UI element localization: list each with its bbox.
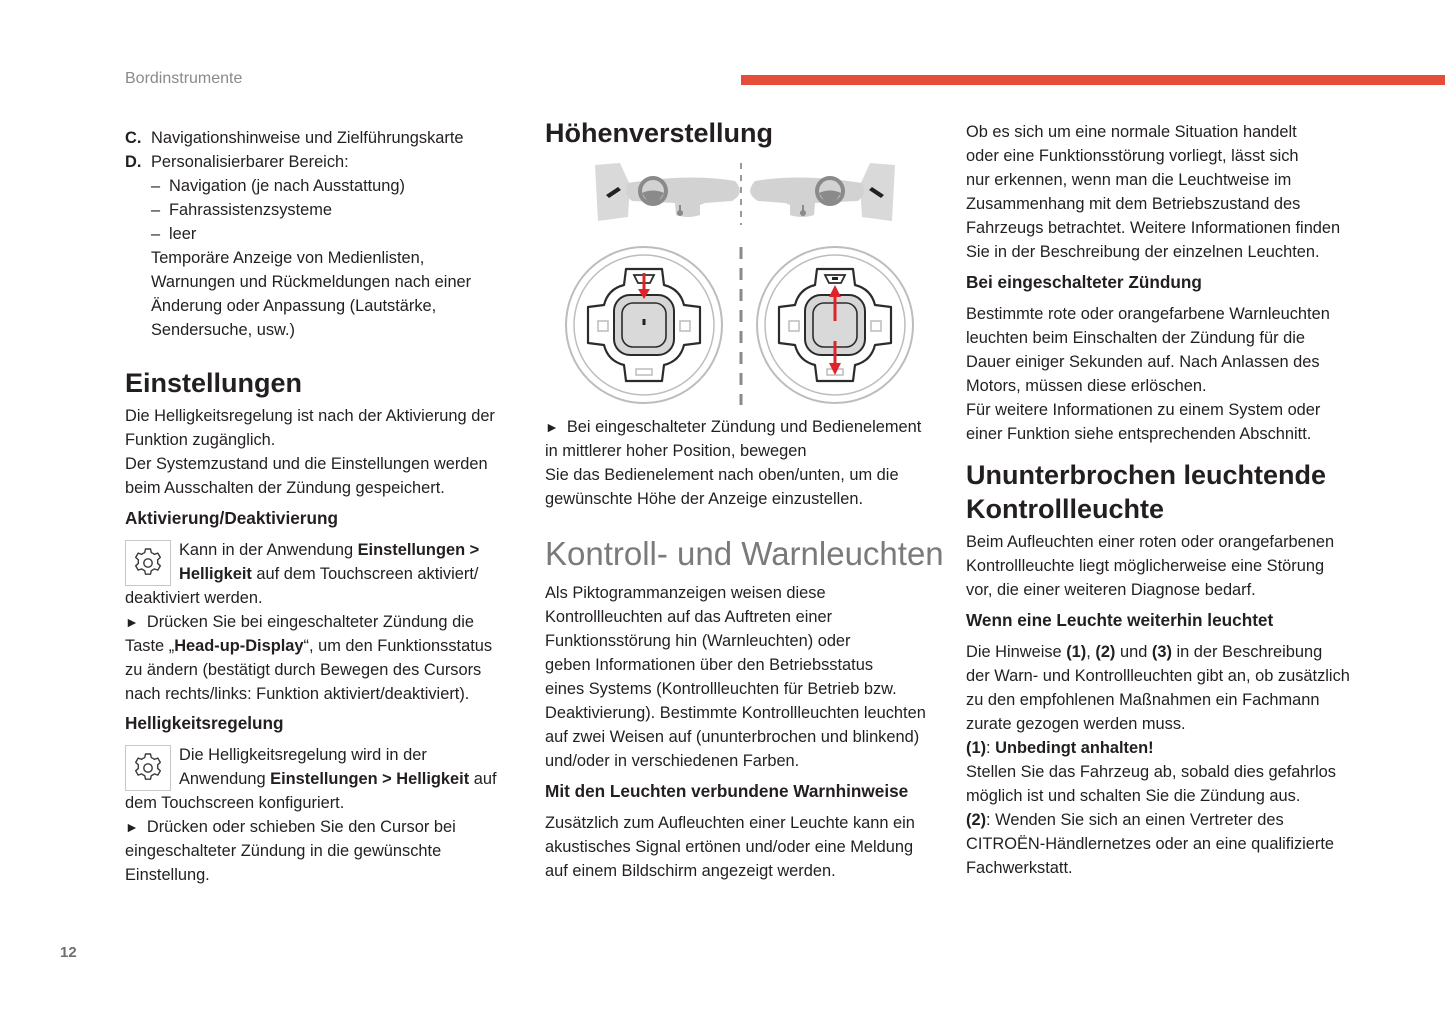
ignition-heading: Bei eingeschalteter Zündung [966,272,1202,292]
accent-rule [741,75,1445,85]
ignition-para [966,302,1366,446]
temp-line: Warnungen und Rückmeldungen nach einer [151,273,472,291]
temp-line: Sendersuche, usw.) [151,321,295,339]
height-para [545,415,945,511]
activation-line: Kann in der Anwendung Einstellungen > [179,541,480,559]
steady-para [966,530,1366,602]
text-line: Ob es sich um eine normale Situation handelt [966,123,1297,141]
brightness-bullet: ► Drücken oder schieben Sie den Cursor bei [125,818,456,836]
text-line: Zusätzlich zum Aufleuchten einer Leuchte kann ein [545,814,915,832]
text-line: Kontrollleuchte liegt möglicherweise eine Störung [966,557,1325,575]
text-line: Dauer einiger Sekunden auf. Nach Anlassen des [966,353,1320,371]
alerts-para [545,811,945,883]
list-item [125,126,520,150]
text-line: Als Piktogrammanzeigen weisen diese [545,584,826,602]
dash-item [125,222,520,246]
gear-icon [125,540,171,586]
activation-line: deaktiviert werden. [125,589,263,607]
text-line: dem Touchscreen konfiguriert. [125,794,345,812]
text-line: Sie in der Beschreibung der einzelnen Leuchten. [966,243,1320,261]
text-line: Anwendung Einstellungen > Helligkeit auf [179,770,497,788]
text-line: Die Hinweise (1), (2) und (3) in der Beschreibung [966,643,1323,661]
settings-para [125,404,520,500]
gear-icon [125,745,171,791]
text-line: geben Informationen über den Betriebsstatus [545,656,874,674]
warning-lights-heading: Kontroll- und Warnleuchten [545,535,944,572]
alerts-heading: Mit den Leuchten verbundene Warnhinweise [545,781,909,801]
remains-heading: Wenn eine Leuchte weiterhin leuchtet [966,610,1274,630]
text-line: leuchten beim Einschalten der Zündung für die [966,329,1305,347]
activation-block [125,538,520,706]
list-text: Navigationshinweise und Zielführungskarte [151,129,464,147]
text-line: möglich ist und schalten Sie die Zündung aus. [966,787,1301,805]
list-key: C. [125,129,142,147]
text-line: zu den empfohlenen Maßnahmen ein Fachmann [966,691,1320,709]
steady-heading-line: Ununterbrochen leuchtende [966,460,1327,490]
dash-item [125,198,520,222]
text-line: Für weitere Informationen zu einem System oder [966,401,1321,419]
list-item [125,150,520,174]
dash-symbol: – [151,201,161,219]
text-line: Fachwerkstatt. [966,859,1073,877]
text-line: Der Systemzustand und die Einstellungen werden [125,455,488,473]
warning-lights-para [545,581,945,773]
text-line: Motors, müssen diese erlöschen. [966,377,1207,395]
text-line: zu ändern (bestätigt durch Bewegen des Cursors [125,661,482,679]
text-line: Die Helligkeitsregelung wird in der [179,746,427,764]
text-line: einer Funktion siehe entsprechenden Abschnitt. [966,425,1312,443]
text-line: der Warn- und Kontrollleuchten gibt an, ob zusätzlich [966,667,1350,685]
text-line: gewünschte Höhe der Anzeige einzustellen. [545,490,864,508]
car-lhd-icon [595,163,740,221]
text-line: Zusammenhang mit dem Betriebszustand des [966,195,1301,213]
control-pad-left-icon [566,247,722,403]
running-head: Bordinstrumente [125,70,243,87]
note-1: (1): Unbedingt anhalten! [966,739,1154,757]
text-line: Funktion zugänglich. [125,431,276,449]
brightness-heading: Helligkeitsregelung [125,713,284,733]
dash-symbol: – [151,177,161,195]
text-line: Stellen Sie das Fahrzeug ab, sobald dies gefahrlos [966,763,1336,781]
text-line: Deaktivierung). Bestimmte Kontrollleuchten leuchten [545,704,926,722]
gear-icon-glyph [130,545,166,581]
settings-heading: Einstellungen [125,368,303,398]
text-line: nur erkennen, wenn man die Leuchtweise im [966,171,1292,189]
steady-heading-line: Kontrollleuchte [966,494,1165,524]
temp-line: Temporäre Anzeige von Medienlisten, [151,249,425,267]
text-line: nach rechts/links: Funktion aktiviert/deaktiviert). [125,685,470,703]
text-line: Fahrzeugs betrachtet. Weitere Informationen finden [966,219,1341,237]
text-line: auf einem Bildschirm angezeigt werden. [545,862,836,880]
temp-line: Änderung oder Anpassung (Lautstärke, [151,297,437,315]
illustration-svg [560,155,930,410]
bullet-arrow-icon: ► [545,419,559,435]
dash-item [125,174,520,198]
text-line: beim Ausschalten der Zündung gespeichert. [125,479,445,497]
activation-heading: Aktivierung/Deaktivierung [125,508,338,528]
text-line: Beim Aufleuchten einer roten oder orangefarbenen [966,533,1335,551]
list-key: D. [125,153,142,171]
text-line: zurate gezogen werden muss. [966,715,1186,733]
cd-list [125,126,520,342]
height-heading: Höhenverstellung [545,118,774,148]
intro-para [966,120,1366,264]
text-line: akustisches Signal ertönen und/oder eine Meldung [545,838,914,856]
text-line: oder eine Funktionsstörung vorliegt, lässt sich [966,147,1299,165]
gear-icon-glyph [130,750,166,786]
text-line: Die Helligkeitsregelung ist nach der Aktivierung der [125,407,495,425]
bullet-arrow-icon: ► [125,819,139,835]
remains-para [966,640,1366,880]
page-number: 12 [60,944,77,961]
text-line: auf zwei Weisen auf (ununterbrochen und blinkend) [545,728,920,746]
text-line: Einstellung. [125,866,210,884]
dash-text: leer [169,225,197,243]
activation-line: Helligkeit auf dem Touchscreen aktiviert/ [179,565,479,583]
dash-text: Fahrassistenzsysteme [169,201,333,219]
bullet-arrow-icon: ► [125,614,139,630]
text-line: Kontrollleuchten auf das Auftreten einer [545,608,833,626]
text-line: eines Systems (Kontrollleuchten für Betrieb bzw. [545,680,897,698]
text-line: und/oder in verschiedenen Farben. [545,752,800,770]
text-line: Taste „Head-up-Display“, um den Funktionsstatus [125,637,493,655]
text-line: Bestimmte rote oder orangefarbene Warnleuchten [966,305,1330,323]
height-bullet: ► Bei eingeschalteter Zündung und Bedienelement [545,418,922,436]
text-line: Funktionsstörung hin (Warnleuchten) oder [545,632,851,650]
text-line: vor, die einer weiteren Diagnose bedarf. [966,581,1256,599]
text-line: in mittlerer hoher Position, bewegen [545,442,807,460]
hud-height-illustration [560,155,930,410]
list-text: Personalisierbarer Bereich: [151,153,349,171]
steady-heading [966,458,1386,526]
note-2: (2): Wenden Sie sich an einen Vertreter des [966,811,1284,829]
dash-symbol: – [151,225,161,243]
dash-text: Navigation (je nach Ausstattung) [169,177,405,195]
text-line: CITROËN-Händlernetzes oder an eine qualifizierte [966,835,1335,853]
car-rhd-icon [750,163,895,221]
brightness-block [125,743,520,887]
activation-bullet: ► Drücken Sie bei eingeschalteter Zündung die [125,613,474,631]
control-pad-right-icon [757,247,913,403]
text-line: Sie das Bedienelement nach oben/unten, um die [545,466,899,484]
text-line: eingeschalteter Zündung in die gewünschte [125,842,442,860]
